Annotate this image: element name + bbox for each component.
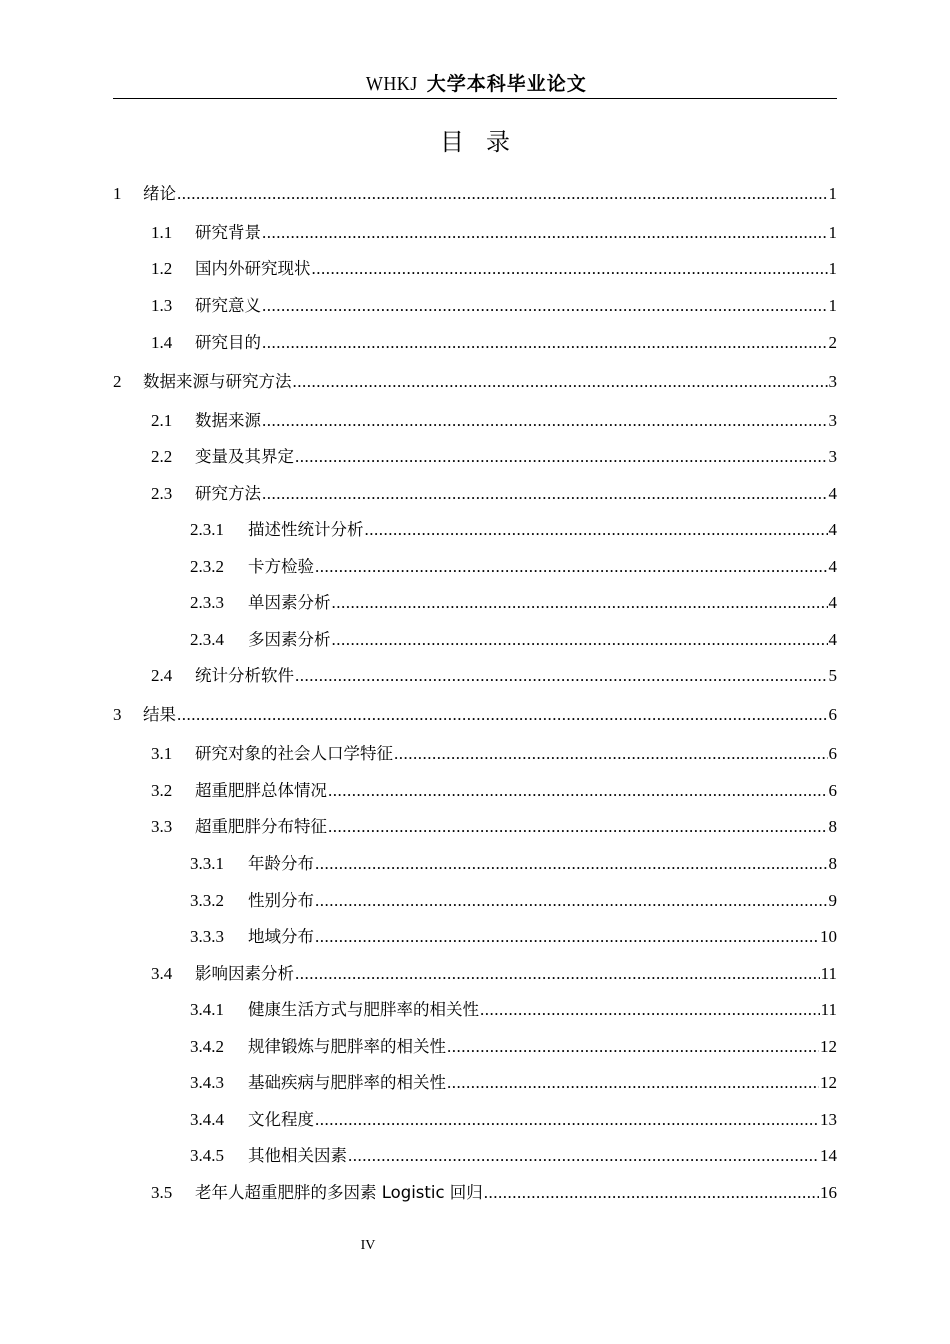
toc-entry[interactable]: [113, 482, 837, 506]
header-school-latin: WHKJ: [366, 73, 418, 95]
toc-dot-leader: [262, 482, 828, 506]
toc-entry[interactable]: [113, 331, 837, 355]
toc-dot-leader: [262, 409, 828, 433]
toc-entry-page: 11: [820, 1000, 837, 1019]
toc-entry-page: 11: [820, 964, 837, 983]
toc-dot-leader: [295, 664, 828, 688]
toc-entry[interactable]: [113, 370, 837, 394]
toc-entry-page: 4: [828, 557, 837, 576]
toc-entry-number: 3.3: [151, 817, 173, 836]
toc-entry-title: 基础疾病与肥胖率的相关性: [248, 1073, 446, 1092]
toc-entry-number: 3.4: [151, 964, 173, 983]
toc-entry[interactable]: [113, 591, 837, 615]
toc-entry-title: 其他相关因素: [248, 1146, 347, 1165]
toc-entry-number: 2.3: [151, 484, 173, 503]
toc-entry-number: 1: [113, 184, 122, 203]
toc-entry-number: 3.4.5: [190, 1146, 224, 1165]
toc-entry-title: 规律锻炼与肥胖率的相关性: [248, 1037, 446, 1056]
toc-entry[interactable]: [113, 815, 837, 839]
toc-entry[interactable]: [113, 1144, 837, 1168]
toc-entry-page: 13: [820, 1110, 837, 1129]
toc-dot-leader: [315, 1108, 819, 1132]
toc-entry[interactable]: [113, 257, 837, 281]
toc-dot-leader: [293, 370, 828, 394]
toc-entry[interactable]: [113, 703, 837, 727]
toc-entry-number: 3.5: [151, 1183, 173, 1202]
toc-entry-page: 8: [828, 817, 837, 836]
toc-dot-leader: [348, 1144, 819, 1168]
toc-entry-number: 2.3.4: [190, 630, 224, 649]
toc-entry-page: 4: [828, 630, 837, 649]
toc-entry-number: 2.1: [151, 411, 173, 430]
toc-entry-title: 超重肥胖分布特征: [195, 817, 327, 836]
toc-dot-leader: [315, 555, 828, 579]
toc-entry-title: 研究背景: [195, 223, 261, 242]
toc-entry-page: 1: [828, 296, 837, 315]
toc-entry-title: 地域分布: [248, 927, 314, 946]
toc-entry[interactable]: [113, 628, 837, 652]
toc-entry-page: 1: [828, 184, 837, 203]
toc-dot-leader: [262, 221, 828, 245]
toc-entry-title: 单因素分析: [248, 593, 331, 612]
toc-entry[interactable]: [113, 852, 837, 876]
toc-entry-number: 1.2: [151, 259, 173, 278]
toc-dot-leader: [328, 779, 828, 803]
toc-entry-number: 3.4.2: [190, 1037, 224, 1056]
toc-entry[interactable]: [113, 664, 837, 688]
toc-dot-leader: [394, 742, 828, 766]
toc-dot-leader: [295, 445, 828, 469]
toc-entry-title: 研究对象的社会人口学特征: [195, 744, 393, 763]
toc-dot-leader: [315, 925, 819, 949]
toc-entry-number: 1.1: [151, 223, 173, 242]
toc-entry-page: 1: [828, 223, 837, 242]
toc-entry[interactable]: [113, 294, 837, 318]
toc-entry-title: 国内外研究现状: [195, 259, 311, 278]
toc-entry-title: 多因素分析: [248, 630, 331, 649]
toc-entry[interactable]: [113, 221, 837, 245]
toc-entry[interactable]: [113, 925, 837, 949]
toc-entry-number: 3.3.1: [190, 854, 224, 873]
toc-entry-title: 研究意义: [195, 296, 261, 315]
toc-entry-page: 12: [820, 1073, 837, 1092]
header-rule: [113, 98, 837, 99]
toc-entry[interactable]: [113, 518, 837, 542]
toc-dot-leader: [447, 1035, 819, 1059]
toc-entry-title: 文化程度: [248, 1110, 314, 1129]
toc-entry-number: 1.3: [151, 296, 173, 315]
toc-entry[interactable]: [113, 998, 837, 1022]
toc-entry-page: 12: [820, 1037, 837, 1056]
page-title: 目录: [440, 128, 532, 156]
toc-entry-number: 2.2: [151, 447, 173, 466]
toc-entry-number: 3.2: [151, 781, 173, 800]
toc-entry-page: 3: [828, 447, 837, 466]
toc-entry-page: 1: [828, 259, 837, 278]
toc-dot-leader: [177, 703, 828, 727]
toc-entry-title: 结果: [143, 705, 176, 724]
toc-dot-leader: [328, 815, 828, 839]
toc-dot-leader: [480, 998, 820, 1022]
toc-entry-title: 变量及其界定: [195, 447, 294, 466]
toc-entry[interactable]: [113, 445, 837, 469]
toc-entry-page: 3: [828, 372, 837, 391]
toc-entry[interactable]: [113, 1181, 837, 1205]
toc-entry[interactable]: [113, 555, 837, 579]
toc-entry-number: 3.3.2: [190, 891, 224, 910]
toc-entry-number: 3.4.3: [190, 1073, 224, 1092]
toc-entry[interactable]: [113, 409, 837, 433]
toc-entry-title: 老年人超重肥胖的多因素 Logistic 回归: [195, 1183, 483, 1202]
toc-entry-page: 10: [820, 927, 837, 946]
toc-dot-leader: [262, 331, 828, 355]
toc-dot-leader: [295, 962, 820, 986]
toc-entry-title: 研究方法: [195, 484, 261, 503]
toc-entry-page: 2: [828, 333, 837, 352]
toc-dot-leader: [365, 518, 828, 542]
toc-entry-title: 绪论: [143, 184, 176, 203]
toc-entry-page: 4: [828, 520, 837, 539]
toc-entry-title: 统计分析软件: [195, 666, 294, 685]
toc-entry-number: 2.3.2: [190, 557, 224, 576]
running-header: [113, 72, 837, 96]
toc-entry-page: 6: [828, 781, 837, 800]
toc-entry-page: 14: [820, 1146, 837, 1165]
toc-entry-title: 影响因素分析: [195, 964, 294, 983]
toc-entry[interactable]: [113, 742, 837, 766]
toc-dot-leader: [177, 182, 828, 206]
toc-dot-leader: [447, 1071, 819, 1095]
toc-entry-page: 4: [828, 593, 837, 612]
toc-entry[interactable]: [113, 889, 837, 913]
toc-entry[interactable]: [113, 779, 837, 803]
toc-entry-title: 健康生活方式与肥胖率的相关性: [248, 1000, 479, 1019]
toc-entry-number: 3.4.4: [190, 1110, 224, 1129]
toc-entry-page: 4: [828, 484, 837, 503]
toc-entry-number: 2.3.3: [190, 593, 224, 612]
toc-entry-title: 研究目的: [195, 333, 261, 352]
toc-entry-title: 超重肥胖总体情况: [195, 781, 327, 800]
toc-dot-leader: [332, 591, 828, 615]
toc-entry-number: 2.4: [151, 666, 173, 685]
toc-entry-page: 9: [828, 891, 837, 910]
toc-entry-number: 1.4: [151, 333, 173, 352]
toc-dot-leader: [484, 1181, 819, 1205]
toc-entry[interactable]: [113, 182, 837, 206]
toc-dot-leader: [315, 889, 828, 913]
toc-entry-title: 卡方检验: [248, 557, 314, 576]
toc-entry-page: 5: [828, 666, 837, 685]
toc-dot-leader: [312, 257, 828, 281]
toc-entry[interactable]: [113, 1108, 837, 1132]
toc-entry-page: 6: [828, 744, 837, 763]
toc-entry-page: 8: [828, 854, 837, 873]
toc-entry-title: 描述性统计分析: [248, 520, 364, 539]
toc-dot-leader: [262, 294, 828, 318]
toc-entry-title: 数据来源: [195, 411, 261, 430]
toc-entry-number: 3: [113, 705, 122, 724]
toc-entry-title: 数据来源与研究方法: [143, 372, 292, 391]
toc-entry-number: 3.1: [151, 744, 173, 763]
toc-entry-number: 3.3.3: [190, 927, 224, 946]
toc-dot-leader: [315, 852, 828, 876]
toc-entry-number: 2.3.1: [190, 520, 224, 539]
toc-entry-title: 性别分布: [248, 891, 314, 910]
page-number: IV: [360, 1238, 376, 1253]
toc-entry-page: 16: [820, 1183, 837, 1202]
toc-entry-number: 2: [113, 372, 122, 391]
header-school-title: 大学本科毕业论文: [426, 73, 587, 95]
toc-entry-number: 3.4.1: [190, 1000, 224, 1019]
toc-entry[interactable]: [113, 1035, 837, 1059]
toc-entry-page: 3: [828, 411, 837, 430]
toc-entry[interactable]: [113, 1071, 837, 1095]
toc-entry-page: 6: [828, 705, 837, 724]
toc-entry[interactable]: [113, 962, 837, 986]
toc-dot-leader: [332, 628, 828, 652]
toc-entry-title: 年龄分布: [248, 854, 314, 873]
